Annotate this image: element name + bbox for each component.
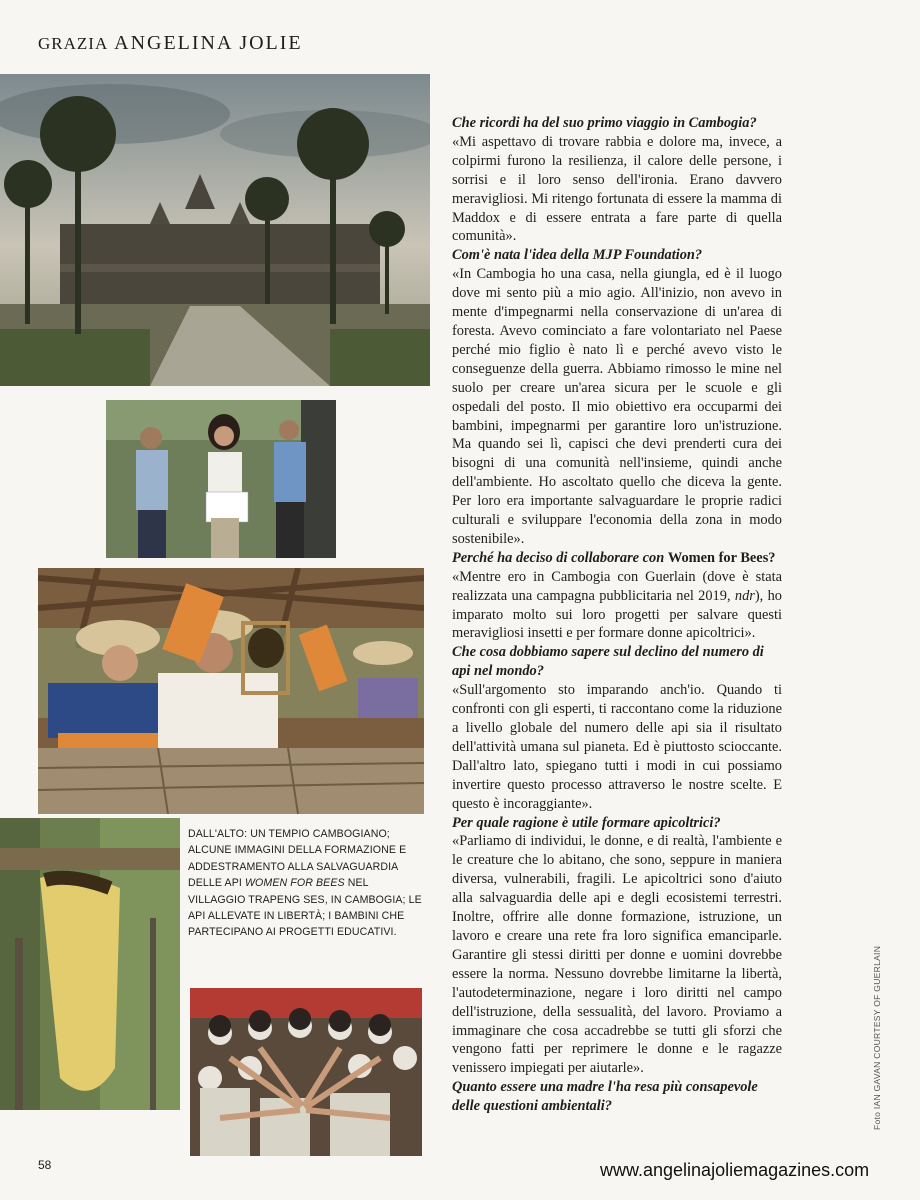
answer-4: «Sull'argomento sto imparando anch'io. Quando ti confronti con gli esperti, ti raccontano come la riduzione a livello globale del numero delle api sia il risultato dell'attività umana sul pianeta. Ed è piuttosto scioccante. Dall'altro lato, spiegano tutti i modi in cui possiamo invertire questo processo attraverso le nostre scelte. E questo è incoraggiante».: [452, 682, 782, 812]
answer-3-text-end: ), ho imparato molto sui loro progetti per salvare questi meravigliosi insetti e per formare donne apicoltrici».: [452, 587, 782, 642]
question-3-brand: Women for Bees?: [667, 549, 776, 566]
beekeepers-photo: [38, 568, 424, 814]
answer-2: «In Cambogia ho una casa, nella giungla, ed è il luogo dove mi sento più a mio agio. All'inizio, non avevo in mente d'impegnarmi nella conservazione di un'area di foresta. Avevo cominciato a fare volontariato nel Paese perché mio figlio è nato lì e perché avevo visto le conseguenze della guerra. Abbiamo rimosso le mine nel suolo per creare un'area sicura per le scuole e gli ospedali del posto. Il mio obiettivo era occuparmi dei bambini, impegnarmi per garantire loro un'istruzione. Ma quando sei lì, capisci che devi prenderti cura dei bisogni di una comunità nell'insieme, quindi anche dell'ambiente. Ho ascoltato quello che diceva la gente. Per loro era importante salvaguardare le proprie radici culturali e sviluppare l'economia della zona in modo sostenibile».: [452, 266, 782, 547]
interview-column: [452, 114, 782, 1116]
running-header: [38, 32, 303, 55]
question-3: [452, 549, 782, 568]
caption-text-end: NEL VILLAGGIO TRAPENG SES, IN CAMBOGIA; LE API ALLEVATE IN LIBERTÀ; I BAMBINI CHE PARTECIPANO AI PROGETTI EDUCATIVI.: [188, 877, 422, 939]
photo-caption: [188, 826, 428, 941]
answer-3-ndr: ndr: [734, 587, 755, 604]
caption-text: DALL'ALTO: UN TEMPIO CAMBOGIANO; ALCUNE IMMAGINI DELLA FORMAZIONE E ADDESTRAMENTO ALLA SALVAGUARDIA DELLE API: [188, 828, 407, 890]
answer-5: «Parliamo di individui, le donne, e di realtà, l'ambiente e le creature che lo abitano, che sono, seppure in maniera diversa, vulnerabili, fragili. Le apicoltrici sono d'aiuto alla salvaguardia delle api e degli ecosistemi terrestri. Inoltre, offrire alle donne formazione, istruzione, un lavoro e creare una rete fra loro significa emanciparle. Garantire gli stessi diritti per donne e uomini dovrebbe essere la norma. Nessuno dovrebbe limitarne la libertà, l'autodeterminazione, negare i loro diritti nel campo dell'istruzione, della sessualità, del lavoro. Proviamo a immaginare che cosa accadrebbe se tutti gli sforzi che vengono fatti per reprimere le donne e le ragazze venissero impiegati per aiutarle».: [452, 833, 782, 1077]
question-2: Com'è nata l'idea della MJP Foundation?: [452, 247, 703, 264]
magazine-name: GRAZIA: [38, 34, 109, 53]
answer-3: [452, 568, 782, 644]
photo-credit: Foto IAN GAVAN COURTESY OF GUERLAIN: [872, 945, 882, 1130]
wild-beehive-photo: [0, 818, 180, 1110]
question-4: Che cosa dobbiamo sapere sul declino del numero di api nel mondo?: [452, 644, 764, 680]
answer-3-text: «Mentre ero in Cambogia con Guerlain (dove è stata realizzata una campagna pubblicitaria nel 2019,: [452, 568, 782, 604]
header-title: ANGELINA JOLIE: [114, 32, 303, 54]
children-photo: [190, 988, 422, 1156]
question-3-text: Perché ha deciso di collaborare con: [452, 549, 668, 566]
answer-1: «Mi aspettavo di trovare rabbia e dolore ma, invece, a colpirmi furono la resilienza, il calore delle persone, i sorrisi e il loro senso dell'ironia. Erano davvero meravigliosi. Mi ritengo fortunata di essere la mamma di Maddox e di essere entrata a fare parte di quella comunità».: [452, 133, 782, 245]
website-watermark: www.angelinajoliemagazines.com: [600, 1160, 870, 1180]
question-6: Quanto essere una madre l'ha resa più consapevole delle questioni ambientali?: [452, 1079, 758, 1115]
foundation-team-photo: [106, 400, 336, 558]
page-number: 58: [38, 1158, 52, 1172]
caption-italic: WOMEN FOR BEES: [244, 877, 345, 890]
question-5: Per quale ragione è utile formare apicoltrici?: [452, 814, 721, 831]
question-1: Che ricordi ha del suo primo viaggio in Cambogia?: [452, 115, 757, 131]
temple-photo: [0, 74, 430, 386]
